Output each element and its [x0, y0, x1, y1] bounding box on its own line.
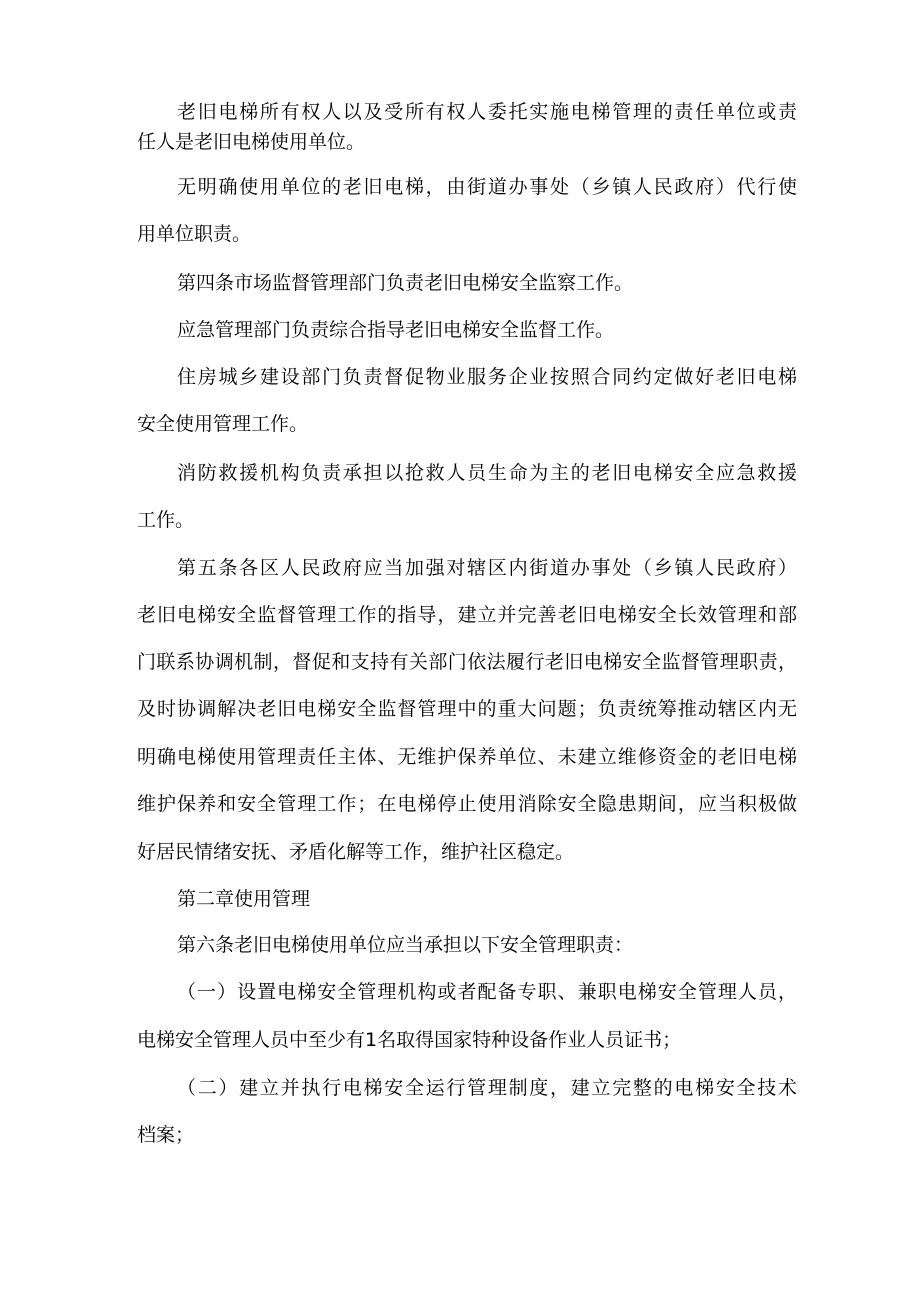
paragraph-line: 消防救援机构负责承担以抢救人员生命为主的老旧电梯安全应急救援	[177, 462, 797, 484]
paragraph-line: 明确电梯使用管理责任主体、无维护保养单位、未建立维修资金的老旧电梯	[137, 746, 797, 768]
paragraph-line: 第五条各区人民政府应当加强对辖区内街道办事处（乡镇人民政府）	[177, 557, 797, 579]
article-heading-line: 第四条市场监督管理部门负责老旧电梯安全监察工作。	[177, 272, 634, 294]
chapter-heading-line: 第二章使用管理	[177, 888, 311, 910]
paragraph-line: 及时协调解决老旧电梯安全监督管理中的重大问题；负责统筹推动辖区内无	[137, 698, 797, 720]
paragraph-line: 住房城乡建设部门负责督促物业服务企业按照合同约定做好老旧电梯	[177, 366, 797, 388]
list-item-line: （二）建立并执行电梯安全运行管理制度，建立完整的电梯安全技术	[177, 1077, 797, 1099]
list-item-line: （一）设置电梯安全管理机构或者配备专职、兼职电梯安全管理人员，	[177, 981, 797, 1003]
paragraph-line: 用单位职责。	[137, 223, 252, 245]
paragraph-line: 无明确使用单位的老旧电梯，由街道办事处（乡镇人民政府）代行使	[177, 176, 797, 198]
paragraph-line: 老旧电梯所有权人以及受所有权人委托实施电梯管理的责任单位或责	[177, 101, 797, 123]
paragraph-line: 门联系协调机制，督促和支持有关部门依法履行老旧电梯安全监督管理职责，	[137, 651, 797, 673]
list-item-line: 档案；	[137, 1124, 195, 1146]
paragraph-line: 应急管理部门负责综合指导老旧电梯安全监督工作。	[177, 319, 615, 341]
article-heading-line: 第六条老旧电梯使用单位应当承担以下安全管理职责：	[177, 934, 634, 956]
paragraph-line: 安全使用管理工作。	[137, 413, 309, 435]
paragraph-line: 好居民情绪安抚、矛盾化解等工作，维护社区稳定。	[137, 841, 575, 863]
paragraph-line: 维护保养和安全管理工作；在电梯停止使用消除安全隐患期间，应当积极做	[137, 793, 797, 815]
paragraph-line: 任人是老旧电梯使用单位。	[137, 131, 366, 153]
list-item-line: 电梯安全管理人员中至少有1名取得国家特种设备作业人员证书；	[137, 1029, 682, 1051]
paragraph-line: 工作。	[137, 509, 195, 531]
paragraph-line: 老旧电梯安全监督管理工作的指导，建立并完善老旧电梯安全长效管理和部	[137, 604, 797, 626]
